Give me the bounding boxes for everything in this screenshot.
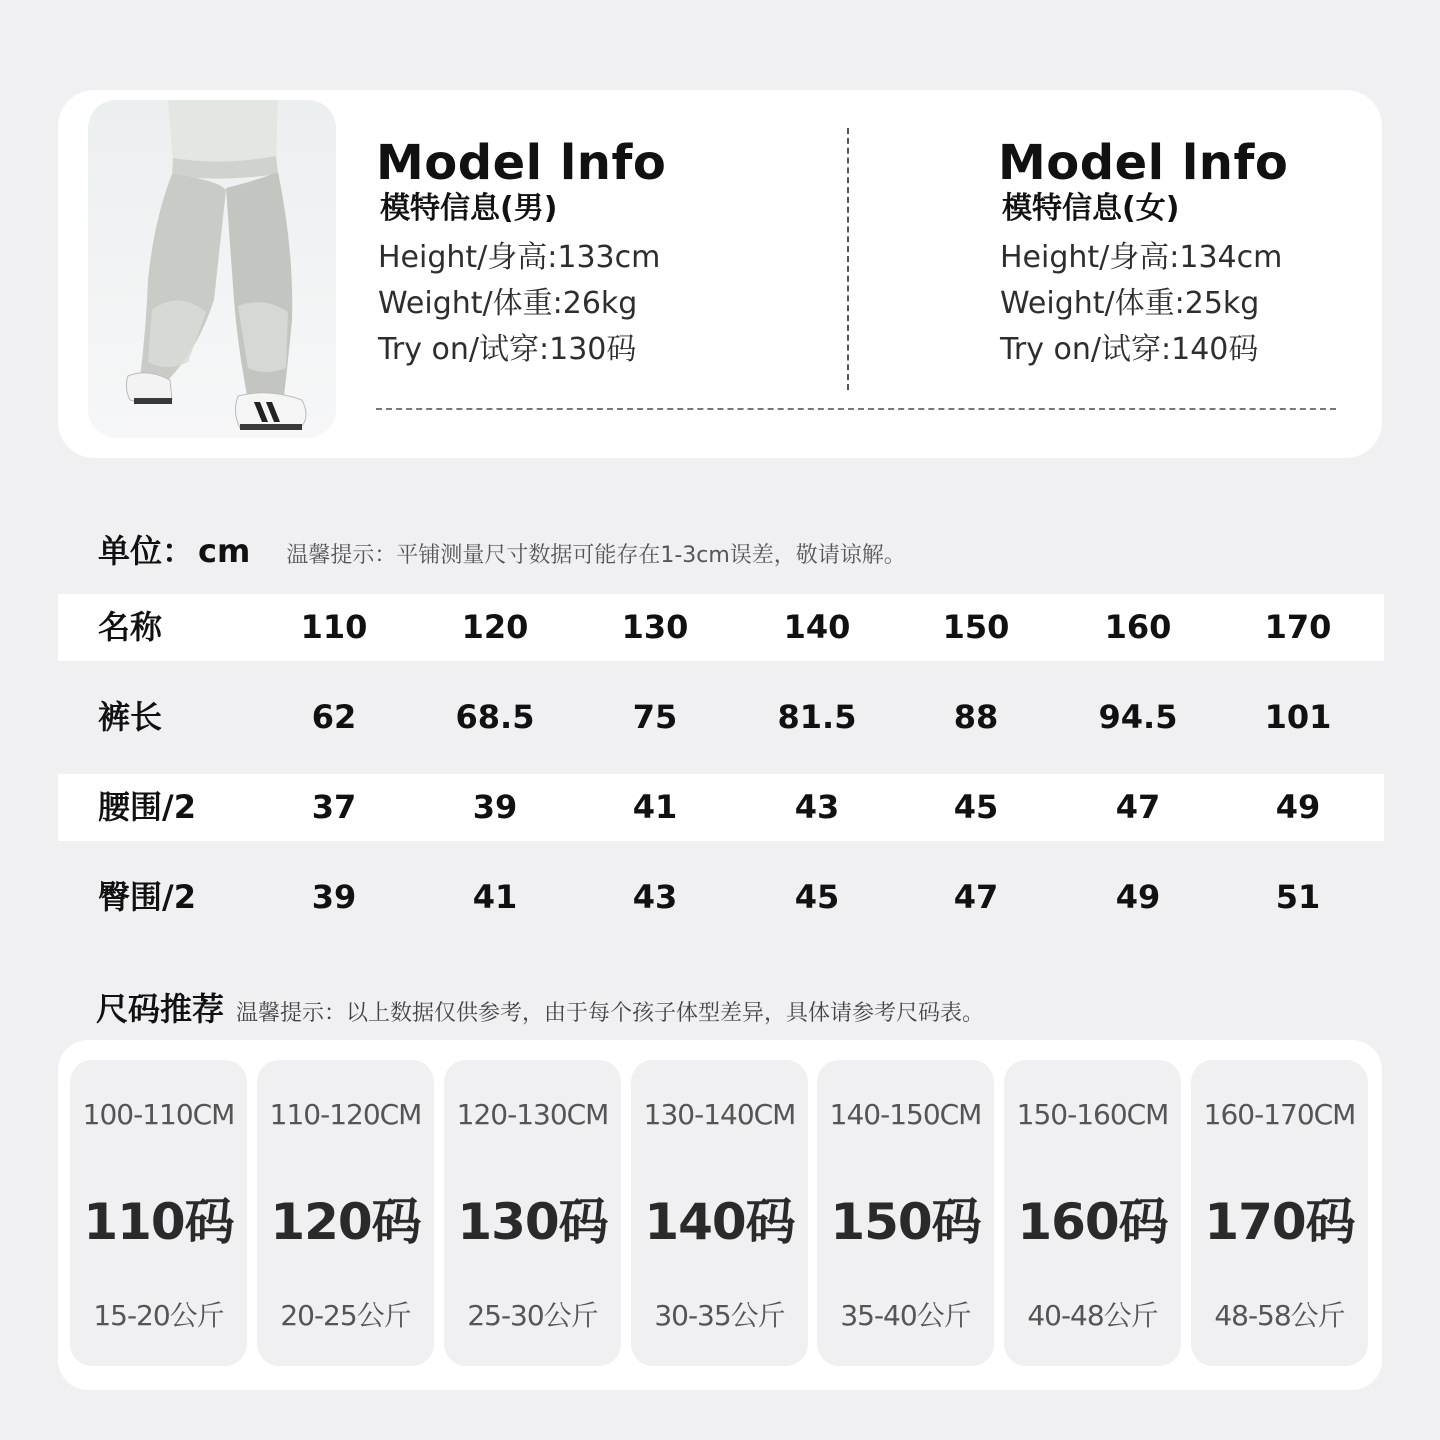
weight-range: 15-20公斤 <box>93 1299 224 1332</box>
table-row <box>58 774 1384 864</box>
model-try-on: Try on/试穿:140码 <box>1000 332 1259 367</box>
model-info-title: Model lnfo <box>998 135 1289 191</box>
row-label: 臀围/2 <box>98 878 196 916</box>
height-range: 100-110CM <box>82 1098 235 1131</box>
model-weight: Weight/体重:25kg <box>1000 286 1260 321</box>
model-info-card <box>58 90 1382 458</box>
table-cell: 62 <box>311 698 357 736</box>
table-row <box>58 684 1384 774</box>
recommended-size: 120码 <box>270 1193 421 1251</box>
model-info-male <box>376 135 666 373</box>
size-header-cell: 120 <box>461 608 529 646</box>
table-cell: 47 <box>1115 788 1161 826</box>
model-photo <box>88 100 336 438</box>
model-try-on: Try on/试穿:130码 <box>378 332 637 367</box>
size-recommendation-card <box>70 1060 247 1366</box>
table-cell: 47 <box>953 878 999 916</box>
table-cell: 101 <box>1264 698 1332 736</box>
table-cell: 39 <box>472 788 518 826</box>
table-cell: 49 <box>1275 788 1321 826</box>
size-header-cell: 160 <box>1104 608 1172 646</box>
table-cell: 94.5 <box>1098 698 1178 736</box>
size-table <box>58 594 1384 954</box>
row-label: 腰围/2 <box>98 788 196 826</box>
table-cell: 39 <box>311 878 357 916</box>
model-height: Height/身高:134cm <box>1000 240 1283 275</box>
measurement-note: 温馨提示：平铺测量尺寸数据可能存在1-3cm误差，敬请谅解。 <box>286 543 906 568</box>
recommendation-note: 温馨提示：以上数据仅供参考，由于每个孩子体型差异，具体请参考尺码表。 <box>236 1001 985 1026</box>
model-illustration <box>88 100 336 438</box>
size-recommendation-card <box>817 1060 994 1366</box>
weight-range: 35-40公斤 <box>840 1299 971 1332</box>
weight-range: 40-48公斤 <box>1027 1299 1158 1332</box>
model-info-female <box>998 135 1288 373</box>
recommended-size: 140码 <box>644 1193 795 1251</box>
model-info-subtitle: 模特信息(男) <box>380 191 558 226</box>
vertical-divider <box>847 128 849 390</box>
height-range: 130-140CM <box>643 1098 796 1131</box>
height-range: 160-170CM <box>1203 1098 1356 1131</box>
size-recommendation-card <box>257 1060 434 1366</box>
table-cell: 45 <box>953 788 999 826</box>
size-header-cell: 130 <box>621 608 689 646</box>
horizontal-divider <box>376 408 1336 410</box>
size-recommendation-card <box>631 1060 808 1366</box>
table-header-row <box>58 594 1384 684</box>
model-height: Height/身高:133cm <box>378 240 661 275</box>
model-weight: Weight/体重:26kg <box>378 286 638 321</box>
size-recommendation-card <box>1191 1060 1368 1366</box>
table-cell: 75 <box>632 698 678 736</box>
height-range: 140-150CM <box>829 1098 982 1131</box>
recommendation-panel <box>58 1040 1382 1390</box>
recommended-size: 160码 <box>1017 1193 1168 1251</box>
table-cell: 51 <box>1275 878 1321 916</box>
size-recommendation-card <box>444 1060 621 1366</box>
weight-range: 20-25公斤 <box>280 1299 411 1332</box>
unit-value: cm <box>198 532 251 570</box>
table-cell: 43 <box>632 878 678 916</box>
recommended-size: 150码 <box>830 1193 981 1251</box>
table-row <box>58 864 1384 954</box>
table-cell: 81.5 <box>777 698 857 736</box>
height-range: 120-130CM <box>456 1098 609 1131</box>
table-cell: 49 <box>1115 878 1161 916</box>
weight-range: 25-30公斤 <box>467 1299 598 1332</box>
size-header-cell: 110 <box>300 608 368 646</box>
size-header-cell: 170 <box>1264 608 1332 646</box>
recommended-size: 130码 <box>457 1193 608 1251</box>
recommended-size: 110码 <box>83 1193 234 1251</box>
unit-label: 单位： <box>98 532 195 570</box>
table-cell: 41 <box>632 788 678 826</box>
table-cell: 37 <box>311 788 357 826</box>
model-info-subtitle: 模特信息(女) <box>1002 191 1180 226</box>
recommendation-header <box>96 984 984 1030</box>
table-cell: 43 <box>794 788 840 826</box>
recommendation-title: 尺码推荐 <box>96 990 225 1028</box>
table-cell: 45 <box>794 878 840 916</box>
table-cell: 41 <box>472 878 518 916</box>
weight-range: 48-58公斤 <box>1214 1299 1345 1332</box>
model-info-title: Model lnfo <box>376 135 667 191</box>
size-header-cell: 150 <box>942 608 1010 646</box>
weight-range: 30-35公斤 <box>654 1299 785 1332</box>
recommended-size: 170码 <box>1204 1193 1355 1251</box>
table-cell: 68.5 <box>455 698 535 736</box>
height-range: 110-120CM <box>269 1098 422 1131</box>
row-label: 名称 <box>98 608 163 646</box>
row-label: 裤长 <box>98 698 163 736</box>
unit-row <box>98 526 906 572</box>
table-cell: 88 <box>953 698 999 736</box>
height-range: 150-160CM <box>1016 1098 1169 1131</box>
size-header-cell: 140 <box>783 608 851 646</box>
size-recommendation-card <box>1004 1060 1181 1366</box>
